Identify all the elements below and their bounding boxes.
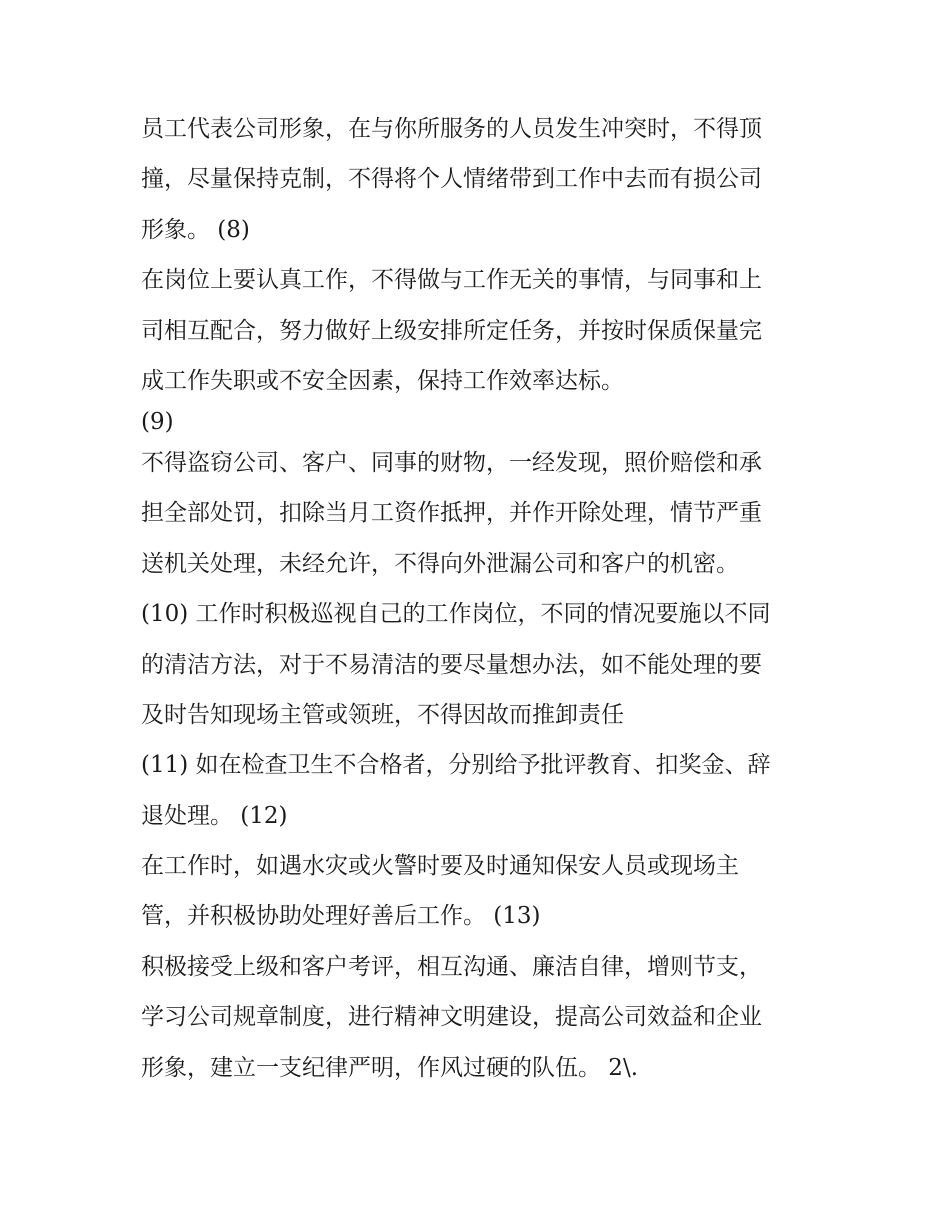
text-line: (11) 如在检查卫生不合格者，分别给予批评教育、扣奖金、辞 — [141, 752, 771, 779]
text-line: 担全部处罚，扣除当月工资作抵押，并作开除处理，情节严重 — [141, 500, 762, 527]
text-line: 司相互配合，努力做好上级安排所定任务，并按时保质保量完 — [141, 317, 762, 344]
text-line: 学习公司规章制度，进行精神文明建设，提高公司效益和企业 — [141, 1004, 762, 1031]
text-line: 及时告知现场主管或领班，不得因故而推卸责任 — [141, 701, 624, 728]
text-line: 的清洁方法，对于不易清洁的要尽量想办法，如不能处理的要 — [141, 651, 762, 678]
text-line: 形象，建立一支纪律严明，作风过硬的队伍。 2\. — [141, 1054, 639, 1081]
text-line: 积极接受上级和客户考评，相互沟通、廉洁自律，增则节支， — [141, 953, 762, 980]
text-line: 管，并积极协助处理好善后工作。 (13) — [141, 903, 541, 930]
text-line: 成工作失职或不安全因素，保持工作效率达标。 — [141, 367, 624, 394]
text-line: (9) — [141, 408, 174, 435]
text-line: 送机关处理，未经允许，不得向外泄漏公司和客户的机密。 — [141, 550, 739, 577]
document-body — [141, 109, 821, 1098]
text-line: 形象。 (8) — [141, 216, 250, 243]
text-line: 在工作时，如遇水灾或火警时要及时通知保安人员或现场主 — [141, 853, 739, 880]
text-line: 在岗位上要认真工作，不得做与工作无关的事情，与同事和上 — [141, 267, 762, 294]
text-line: 撞，尽量保持克制，不得将个人情绪带到工作中去而有损公司 — [141, 166, 762, 193]
text-line: (10) 工作时积极巡视自己的工作岗位，不同的情况要施以不同 — [141, 601, 771, 628]
text-line: 员工代表公司形象，在与你所服务的人员发生冲突时，不得顶 — [141, 116, 762, 142]
text-line: 退处理。 (12) — [141, 802, 288, 829]
text-line: 不得盗窃公司、客户、同事的财物，一经发现，照价赔偿和承 — [141, 449, 762, 476]
